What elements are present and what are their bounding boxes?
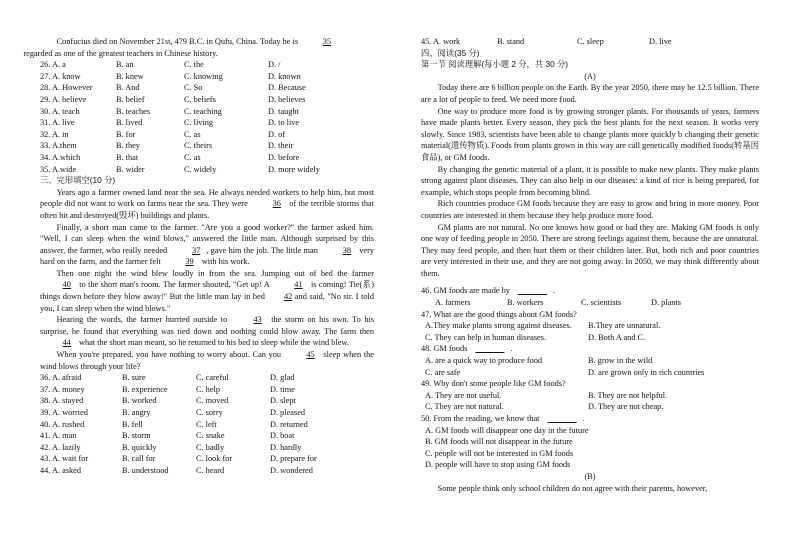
- question-49-options-row1: [421, 390, 759, 402]
- cloze-text: , gave him the job. The little man: [206, 245, 318, 255]
- option: 39. A. worried: [40, 408, 88, 417]
- grammar-passage-end: [23, 36, 374, 59]
- option-row: [40, 465, 374, 477]
- section-reading-title: 四、阅读(35 分): [421, 47, 480, 58]
- passage-text: Confucius died on November 21st, 479 B.C. in Qufu, China. Today he is: [56, 37, 299, 46]
- question-49-options-row2: [421, 401, 759, 413]
- option-row: [40, 453, 374, 465]
- question-text: 46. GM foods are made by: [421, 286, 510, 296]
- option: D. plants: [651, 298, 681, 308]
- option: 42. A. lazily: [40, 442, 81, 452]
- option: 40. A. rushed: [40, 419, 85, 429]
- reading-para-5: GM plants are not natural. No one knows how good or bad they are. Making GM foods is only one way of feeding people in 2050. There are strong feelings against them, because the are unnatural. They may feed people, and then hurt them or their children later. But, both rich and poor countries are very interested in their use, and they are not going away. In 2050, we may think differently about them.: [421, 222, 759, 278]
- option: B. that: [116, 152, 139, 162]
- cloze-text: and said, "No sir. I told you, I can sleep when the wind blows.": [40, 292, 375, 313]
- option: C. scientists: [581, 298, 622, 308]
- option: B. understood: [122, 465, 169, 475]
- cloze-text: of the terrible storms that often hit and destroyed(毁坏) buildings and plants.: [40, 199, 374, 220]
- question-47-options-row2: [421, 332, 759, 344]
- cloze-para-5: [40, 349, 374, 372]
- cloze-text: Finally, a short man came to the farmer. "Are you a good worker?" the farmer asked him. "Well, I can sleep when the wind blows," answered the little man. Although surprised by this answer, the farmer, who really needed: [40, 222, 374, 255]
- question-46: 46. GM foods are made by .: [421, 286, 556, 296]
- blank-43: 43: [253, 315, 262, 325]
- reading-para-2: One way to produce more food is by growing stronger plants. For thousands of years, farmers have made plants better. Every season, they pick the best plants for the next season. It works very slowly. Since 1983, scientists have been able to change plants more quickly b changing their genetic material(遗传物质). Foods from plants grown in this way are call genetically modified foods(转基因食品), or GM foods.: [421, 106, 759, 162]
- option: D. time: [270, 384, 295, 394]
- option: B. wider: [116, 164, 145, 174]
- cloze-text: very hard on the farm, and the farmer felt: [40, 245, 375, 267]
- option: D. pleased: [270, 408, 306, 417]
- option: C. teaching: [184, 106, 222, 116]
- question-49: 49. Why don't some people like GM foods?: [421, 379, 566, 389]
- option: D. slept: [270, 396, 296, 406]
- option: B. lived: [116, 118, 143, 128]
- option: C. look for: [196, 454, 233, 464]
- option: 44. A. asked: [40, 465, 82, 475]
- option: 45. A. work: [421, 37, 461, 46]
- option: B. call for: [122, 454, 156, 464]
- question-50-option-c: C. people will not be interested in GM foods: [425, 448, 574, 458]
- blank-39: 39: [185, 257, 194, 267]
- option: C. moved: [196, 396, 229, 406]
- question-48-options-row2: [421, 367, 759, 379]
- blank-45: 45: [306, 350, 315, 360]
- option: B. an: [116, 60, 134, 70]
- option-row: [40, 82, 374, 94]
- option: D. before: [268, 152, 300, 162]
- option-row: [40, 129, 374, 141]
- cloze-para-1: [40, 187, 374, 222]
- cloze-options: [40, 372, 374, 476]
- question-text: 48. GM foods: [421, 344, 468, 354]
- option-row: [40, 407, 374, 419]
- option: C. They are not natural.: [425, 402, 504, 412]
- blank-41: 41: [294, 280, 303, 290]
- option: B. they: [116, 141, 140, 151]
- option: B. teaches: [116, 106, 151, 116]
- option: B. fell: [122, 419, 143, 429]
- option: D. live: [649, 37, 672, 46]
- option: C. widely: [184, 164, 217, 174]
- option: D. Both A and C.: [588, 332, 646, 342]
- option: D. boat: [270, 431, 295, 441]
- option: C. as: [184, 152, 201, 162]
- option: D. glad: [270, 373, 295, 383]
- option-row: [40, 395, 374, 407]
- reading-para-1: Today there are 6 billion people on the Earth. By the year 2050, there may be 12.5 billion. There are a lot of people to feed. We need more food.: [421, 83, 759, 104]
- option: B.They are unnatural.: [588, 321, 661, 331]
- option-row: [40, 117, 374, 129]
- left-column: [23, 36, 375, 477]
- passage-a-label: (A): [584, 71, 596, 81]
- option: C. They can help in human diseases.: [425, 332, 547, 342]
- cloze-text: the storm on his own. To his surprise, he found that everything was tied down and nothing could blow away. The farm then: [40, 315, 374, 336]
- blank-42: 42: [284, 292, 293, 302]
- option: D. They are not cheap.: [588, 402, 664, 412]
- question-45-options: [421, 36, 759, 48]
- option: B. knew: [116, 71, 144, 81]
- option: D. returned: [270, 419, 308, 429]
- cloze-text: is coming! Tie(系) things down before they blow away!" But the little man lay in bed: [40, 280, 375, 302]
- answer-blank: [542, 413, 583, 425]
- option: B. worked: [122, 396, 157, 406]
- question-47: 47. What are the good things about GM foods?: [421, 309, 577, 319]
- cloze-para-2: [40, 222, 374, 268]
- option: 28. A. However: [40, 83, 93, 93]
- option: B. grow in the wild: [588, 356, 653, 366]
- passage-text: regarded as one of the greatest teachers in Chinese history.: [23, 48, 218, 58]
- option-row: [40, 164, 374, 176]
- option: 29. A. believe: [40, 94, 87, 104]
- option-row: [40, 430, 374, 442]
- answer-blank: [512, 285, 553, 297]
- question-46-options: [421, 297, 759, 309]
- option: A. are a quick way to produce food: [425, 356, 543, 366]
- option: 30. A. teach: [40, 106, 80, 116]
- option: C. snake: [196, 431, 225, 441]
- option: A. farmers: [435, 298, 471, 308]
- option: D. of: [268, 129, 286, 139]
- cloze-text: Hearing the words, the farmer hurried outside to: [56, 315, 228, 325]
- option: A. They are not useful.: [425, 390, 502, 400]
- option: B. They are not helpful.: [588, 390, 668, 400]
- question-48: 48. GM foods .: [421, 344, 513, 354]
- option: 37. A. money: [40, 384, 85, 394]
- question-text: 50. From the reading, we know that: [421, 414, 540, 423]
- option: 41. A. man: [40, 431, 77, 441]
- blank-38: 38: [342, 245, 352, 255]
- option: C. as: [184, 129, 201, 139]
- reading-para-4: Rich countries produce GM foods because they are easy to grow and bring in more money. Poor countries are interested in them because they help produce more food.: [421, 199, 759, 220]
- option-row: [40, 419, 374, 431]
- option-row: [40, 152, 374, 164]
- option: C. theirs: [184, 141, 213, 151]
- option-row: [40, 384, 374, 396]
- blank-35: 35: [322, 37, 332, 46]
- passage-b-label: (B): [584, 471, 596, 481]
- option: D. known: [268, 71, 301, 81]
- option: B. And: [116, 83, 140, 93]
- option: C. knowing: [184, 71, 223, 81]
- cloze-text: what the short man meant, so he returned to his bed to sleep while the wind blew.: [78, 338, 349, 348]
- grammar-options: [40, 59, 374, 175]
- option: C. living: [184, 118, 214, 128]
- option: D. Because: [268, 83, 306, 93]
- option: B. belief: [116, 94, 145, 104]
- option: B. storm: [122, 431, 151, 441]
- option: C. are safe: [425, 367, 461, 377]
- option: C. So: [184, 83, 203, 93]
- option: A.They make plants strong against diseases.: [425, 321, 572, 331]
- option: 33. A.them: [40, 141, 77, 151]
- blank-40: 40: [62, 280, 71, 290]
- option: 27. A. know: [40, 71, 81, 81]
- option: C. badly: [196, 442, 225, 452]
- option: 35. A.wide: [40, 164, 77, 174]
- option: 43. A. wait for: [40, 454, 89, 464]
- cloze-para-3: [40, 268, 374, 314]
- option: D. to live: [268, 118, 300, 128]
- option: 34. A.which: [40, 152, 81, 162]
- option: C. sorry: [196, 408, 223, 417]
- option-row: [40, 94, 374, 106]
- right-column: [421, 36, 759, 494]
- option: B. quickly: [122, 442, 157, 452]
- option-row: [40, 106, 374, 118]
- answer-blank: [469, 343, 510, 355]
- cloze-text: to the short man's room. The farmer shouted, "Get up! A: [79, 280, 270, 290]
- option: 32. A. in: [40, 129, 69, 139]
- question-50-option-b: B. GM foods will not disappear in the future: [425, 437, 573, 447]
- option: D. are grown only in rich countries: [588, 367, 705, 377]
- section-cloze-title: 三、完形填空(10 分): [40, 175, 116, 186]
- reading-b-para-1: Some people think only school children do not agree with their parents, however,: [437, 483, 708, 493]
- blank-36: 36: [272, 199, 281, 209]
- option: B. sure: [122, 373, 146, 383]
- option: C. help: [196, 384, 220, 394]
- option: D. prepare for: [270, 454, 317, 464]
- option-row: [40, 442, 374, 454]
- option: D. believes: [268, 94, 306, 104]
- option: D. taught: [268, 106, 299, 116]
- option: B. stand: [497, 37, 525, 46]
- option: B. workers: [507, 298, 544, 308]
- option: C. heard: [196, 465, 225, 475]
- option: 31. A. live: [40, 118, 75, 128]
- option-row: [40, 372, 374, 384]
- option: C. the: [184, 60, 204, 70]
- cloze-text: sleep when the wind blows through your life?: [40, 350, 374, 371]
- question-50-option-a: A. GM foods will disappear one day in the future: [425, 425, 589, 435]
- subsection-title: 第一节 阅读理解(每小题 2 分，共 30 分): [421, 59, 569, 70]
- question-48-options-row1: [421, 355, 759, 367]
- option: D. wondered: [270, 465, 313, 475]
- option: D. their: [268, 141, 294, 151]
- option-row: [40, 71, 374, 83]
- option: D. more widely: [268, 164, 320, 174]
- option: 26. A. a: [40, 60, 66, 70]
- blank-44: 44: [62, 338, 71, 348]
- option: D. hardly: [270, 442, 302, 452]
- option-row: [40, 59, 374, 71]
- cloze-text: with his work.: [201, 257, 250, 267]
- option: C. beliefs: [184, 94, 216, 104]
- blank-37: 37: [192, 245, 201, 255]
- cloze-para-4: [40, 314, 374, 349]
- option: B. angry: [122, 408, 151, 417]
- question-50-option-d: D. people will have to stop using GM foods: [425, 460, 571, 470]
- option: 38. A. stayed: [40, 396, 84, 406]
- cloze-text: When you're prepared, you have nothing to worry about. Can you: [56, 350, 282, 360]
- option-row: [40, 140, 374, 152]
- option: C. left: [196, 419, 217, 429]
- option: B. for: [116, 129, 136, 139]
- option: D. /: [268, 60, 281, 70]
- option: 36. A. afraid: [40, 373, 82, 383]
- question-50: 50. From the reading, we know that .: [421, 414, 585, 423]
- cloze-text: Then one night the wind blew loudly in from the sea. Jumping out of bed the farmer: [56, 268, 374, 278]
- option: B. experience: [122, 384, 168, 394]
- cloze-text: Years ago a farmer owned land near the sea. He always needed workers to help him, but most people did not want to work on farms near the sea. They were: [40, 187, 374, 209]
- reading-para-3: By changing the genetic material of a plant, it is possible to make new plants. They make plants strong against plant diseases. They can also help in our diseases: a kind of rice is being prepared, for example, which stops people from becoming blind.: [421, 164, 759, 197]
- option: C. careful: [196, 373, 229, 383]
- question-47-options-row1: [421, 320, 759, 332]
- option: C. sleep: [577, 37, 604, 46]
